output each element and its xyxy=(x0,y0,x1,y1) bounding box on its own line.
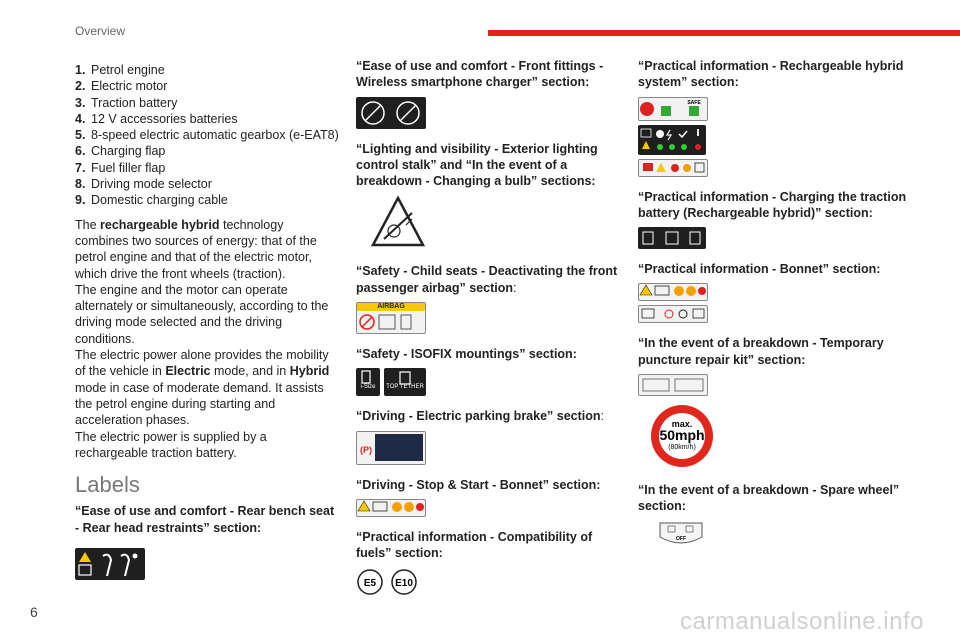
list-item: 2. Electric motor xyxy=(75,79,168,94)
hybrid-warning-label xyxy=(638,125,706,155)
intro-paragraph: The electric power alone provides the mobility of the vehicle in Electric mode, and in Hybrid mode in case of moderate demand. It assists the petrol engine during starting and acceleration phases. xyxy=(75,348,330,428)
list-item: 4. 12 V accessories batteries xyxy=(75,111,238,126)
label-bonnet xyxy=(638,283,913,323)
parking-brake-label xyxy=(356,431,426,465)
intro-paragraph: The rechargeable hybrid technology combines two sources of energy: that of the petrol engine and that of the electric motor, which drive the front wheels (traction). xyxy=(75,217,317,281)
label-hybrid-system xyxy=(638,97,913,177)
airbag-warning-label xyxy=(356,302,426,334)
top-tether-text: TOP TETHER xyxy=(386,384,424,391)
speed-kmh-text: (80km/h) xyxy=(668,444,696,452)
column-3 xyxy=(638,58,913,559)
section-fuels: “Practical information - Compatibility of fuels” section: xyxy=(356,529,593,561)
section-lighting: “Lighting and visibility - Exterior lighting control stalk” and “In the event of a breakdown - Changing a bulb” sections: xyxy=(356,141,598,189)
list-item: 1. Petrol engine xyxy=(75,63,165,77)
label-stop-start xyxy=(356,499,618,517)
section-puncture: “In the event of a breakdown - Temporary puncture repair kit” section: xyxy=(638,336,884,367)
bonnet-stop-start-label xyxy=(638,283,708,301)
speed-limit-sign-icon xyxy=(648,402,716,470)
charging-label-icon xyxy=(638,227,706,249)
component-list xyxy=(75,62,340,209)
intro-paragraph: The electric power is supplied by a rechargeable traction battery. xyxy=(75,429,267,460)
label-lighting xyxy=(370,195,618,251)
intro-paragraph: The engine and the motor can operate alternately or simultaneously, according to the driving mode selected and the driving conditions. xyxy=(75,282,329,346)
rear-headrest-label-icon xyxy=(75,548,145,580)
parking-p-text: (P) xyxy=(360,444,372,455)
isize-text: i-Size xyxy=(360,384,376,391)
spare-wheel-label-icon xyxy=(658,521,704,547)
label-airbag xyxy=(356,302,618,334)
section-charging: “Practical information - Charging the traction battery (Rechargeable hybrid)” section: xyxy=(638,189,907,220)
section-rear-bench: “Ease of use and comfort - Rear bench seat - Rear head restraints” section: xyxy=(75,504,335,535)
no-phone-label-icon xyxy=(356,97,426,129)
list-item: 3. Traction battery xyxy=(75,95,178,110)
watermark: carmanualsonline.info xyxy=(680,608,924,635)
list-item: 8. Driving mode selector xyxy=(75,177,212,192)
top-tether-label-icon xyxy=(384,368,426,396)
section-hybrid-system: “Practical information - Rechargeable hybrid system” section: xyxy=(638,59,904,90)
speed-text: 50mph xyxy=(659,427,705,444)
list-item: 9. Domestic charging cable xyxy=(75,193,228,208)
list-item: 6. Charging flap xyxy=(75,144,166,159)
label-puncture xyxy=(638,374,913,470)
labels-heading: Labels xyxy=(75,472,140,498)
parking-text-block xyxy=(375,434,423,461)
hot-bulb-warning-icon xyxy=(370,195,426,251)
safe-text: SAFE xyxy=(687,99,701,106)
max-text: max. xyxy=(671,419,693,430)
stop-start-label xyxy=(356,499,426,517)
isize-label-icon xyxy=(356,368,380,396)
running-header: Overview xyxy=(75,24,126,38)
intro-text xyxy=(75,217,340,461)
section-stop-start: “Driving - Stop & Start - Bonnet” section: xyxy=(356,477,601,492)
label-spare-wheel xyxy=(658,521,913,547)
section-wireless: “Ease of use and comfort - Front fittings - Wireless smartphone charger” section: xyxy=(356,59,604,90)
e5-text: E5 xyxy=(363,577,377,589)
section-isofix: “Safety - ISOFIX mountings” section: xyxy=(356,347,577,362)
column-1 xyxy=(75,62,340,592)
section-spare-wheel: “In the event of a breakdown - Spare wheel” section: xyxy=(638,483,900,514)
bonnet-info-strip-label xyxy=(638,305,708,323)
off-text: OFF xyxy=(676,535,686,542)
label-wireless xyxy=(356,97,618,129)
label-isofix xyxy=(356,368,618,396)
e10-text: E10 xyxy=(395,577,413,589)
section-bonnet: “Practical information - Bonnet” section: xyxy=(638,262,881,277)
fuel-compatibility-icon xyxy=(356,568,420,596)
label-fuels xyxy=(356,568,618,596)
column-2 xyxy=(356,58,618,608)
hybrid-info-strip-label xyxy=(638,159,708,177)
puncture-kit-label xyxy=(638,374,708,396)
section-airbag: “Safety - Child seats - Deactivating the front passenger airbag” section: xyxy=(356,264,618,295)
section-parking-brake: “Driving - Electric parking brake” section: xyxy=(356,409,605,424)
label-charging xyxy=(638,227,913,249)
label-rear-bench xyxy=(75,548,340,580)
airbag-label-text: AIRBAG xyxy=(357,303,425,311)
list-item: 5. 8-speed electric automatic gearbox (e-EAT8) xyxy=(75,128,339,143)
header-accent-bar xyxy=(488,30,960,36)
label-parking-brake xyxy=(356,431,618,465)
list-item: 7. Fuel filler flap xyxy=(75,160,166,175)
safe-hybrid-label xyxy=(638,97,708,121)
page-number: 6 xyxy=(30,604,38,620)
